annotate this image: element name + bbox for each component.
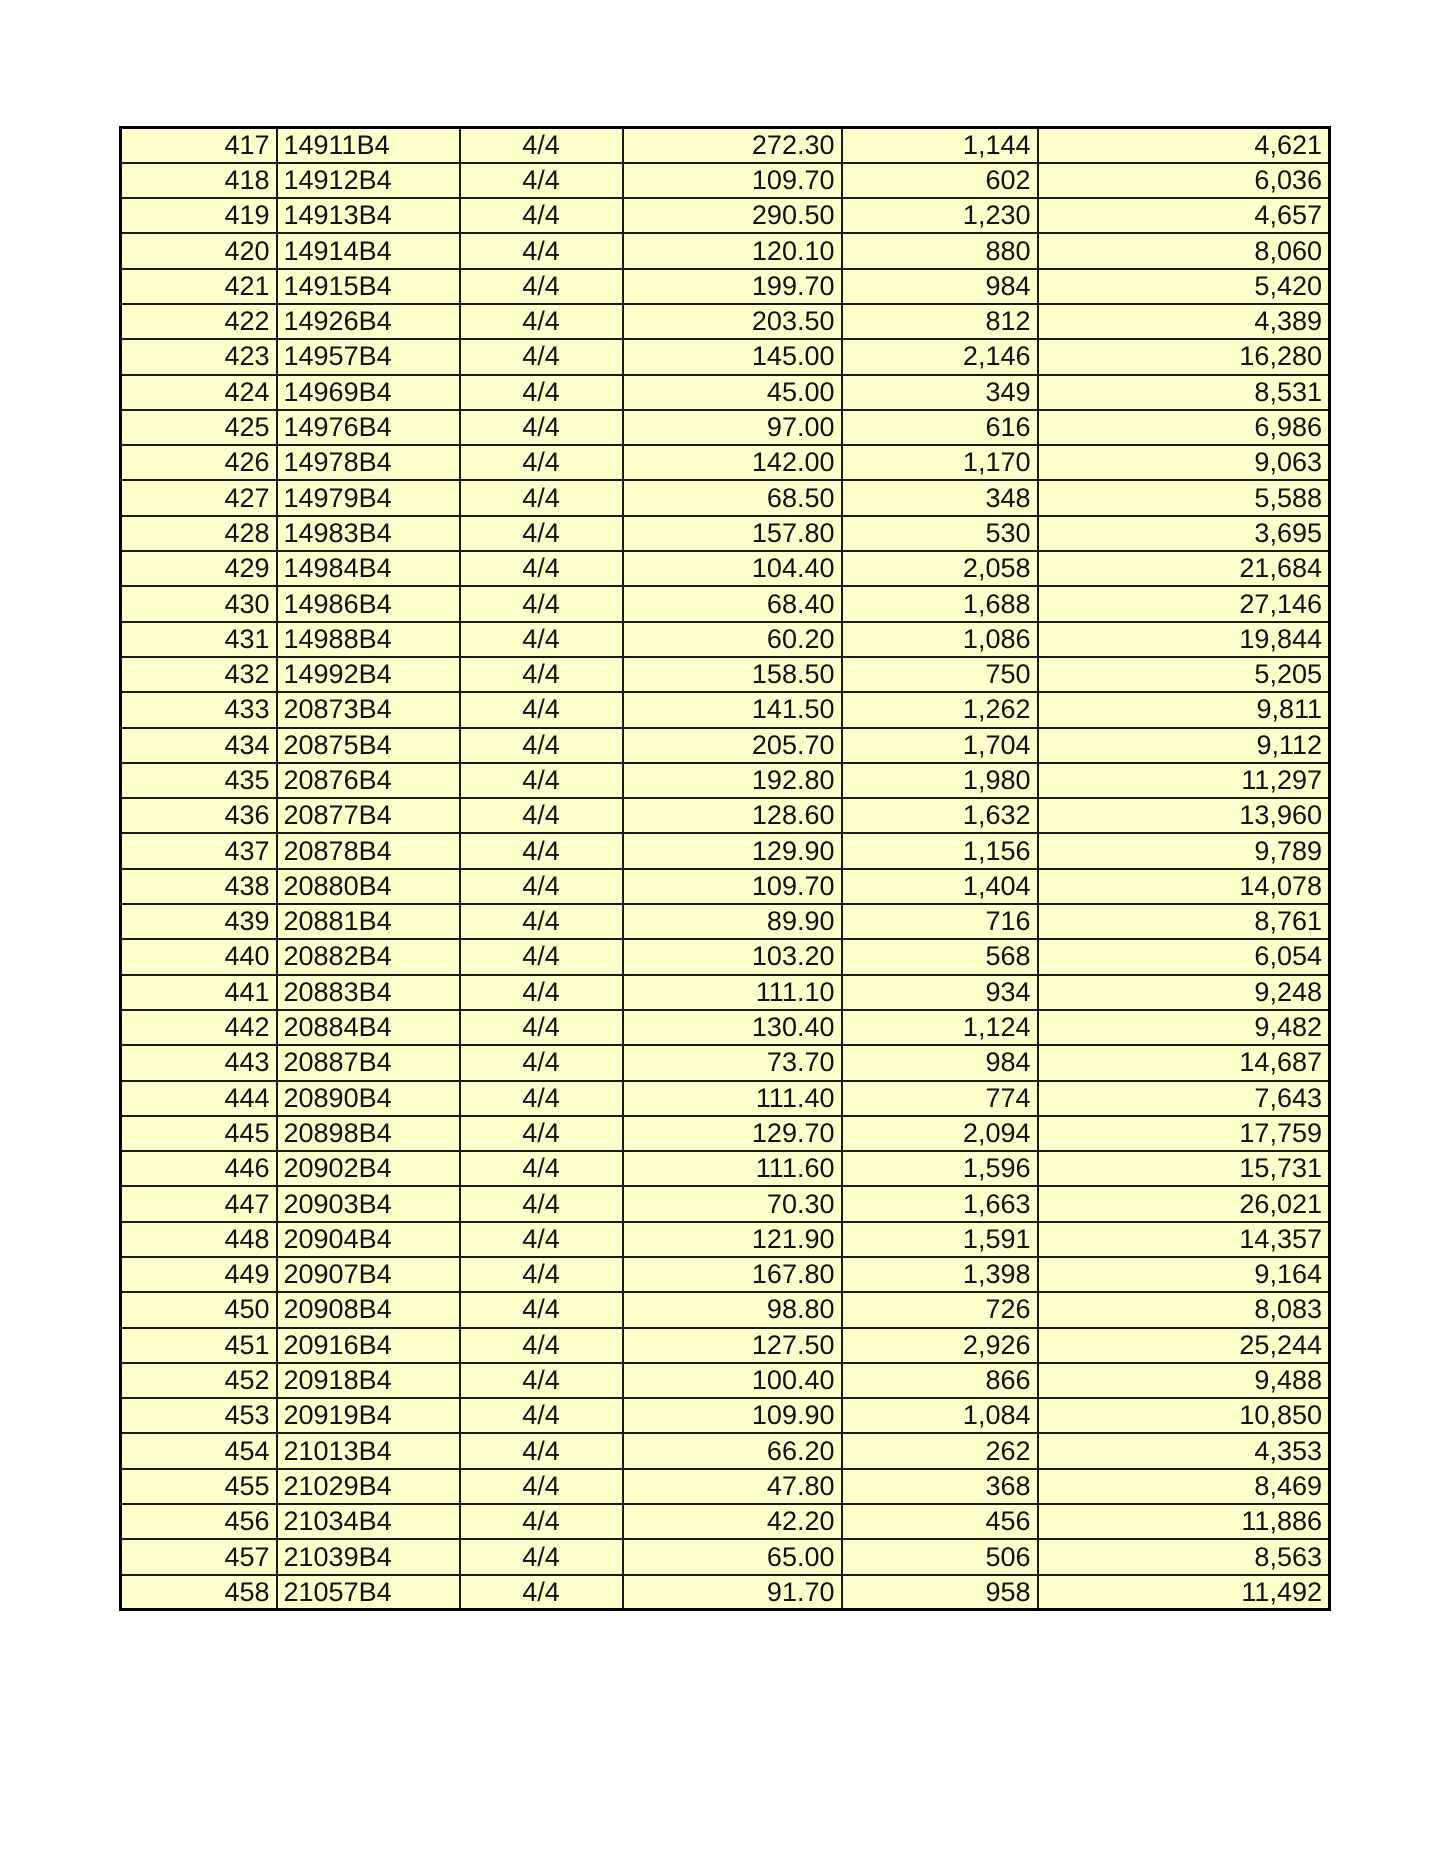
table-row [121, 410, 1330, 445]
fraction-cell: 4/4 [460, 1081, 623, 1116]
value-a-cell: 68.50 [623, 480, 842, 515]
value-b-cell: 1,404 [842, 869, 1038, 904]
value-c-cell: 4,657 [1038, 198, 1330, 233]
item-code-cell: 14992B4 [277, 657, 460, 692]
value-c-cell: 8,531 [1038, 375, 1330, 410]
fraction-cell: 4/4 [460, 1010, 623, 1045]
table-row [121, 1222, 1330, 1257]
fraction-cell: 4/4 [460, 833, 623, 868]
item-code-cell: 20878B4 [277, 833, 460, 868]
value-c-cell: 15,731 [1038, 1151, 1330, 1186]
fraction-cell: 4/4 [460, 304, 623, 339]
row-number-cell: 417 [121, 128, 277, 163]
row-number-cell: 436 [121, 798, 277, 833]
value-b-cell: 1,262 [842, 692, 1038, 727]
table-row [121, 375, 1330, 410]
fraction-cell: 4/4 [460, 128, 623, 163]
row-number-cell: 437 [121, 833, 277, 868]
fraction-cell: 4/4 [460, 269, 623, 304]
value-b-cell: 716 [842, 904, 1038, 939]
item-code-cell: 14957B4 [277, 339, 460, 374]
value-c-cell: 11,886 [1038, 1504, 1330, 1539]
value-b-cell: 1,144 [842, 128, 1038, 163]
table-row [121, 586, 1330, 621]
value-b-cell: 1,086 [842, 622, 1038, 657]
table-row [121, 128, 1330, 163]
row-number-cell: 418 [121, 163, 277, 198]
value-b-cell: 1,591 [842, 1222, 1038, 1257]
table-row [121, 798, 1330, 833]
fraction-cell: 4/4 [460, 1222, 623, 1257]
value-b-cell: 506 [842, 1539, 1038, 1574]
row-number-cell: 439 [121, 904, 277, 939]
value-a-cell: 89.90 [623, 904, 842, 939]
value-a-cell: 111.10 [623, 975, 842, 1010]
fraction-cell: 4/4 [460, 445, 623, 480]
value-b-cell: 1,156 [842, 833, 1038, 868]
row-number-cell: 450 [121, 1292, 277, 1327]
value-a-cell: 129.90 [623, 833, 842, 868]
value-b-cell: 984 [842, 269, 1038, 304]
table-row [121, 975, 1330, 1010]
table-row [121, 1010, 1330, 1045]
value-c-cell: 13,960 [1038, 798, 1330, 833]
row-number-cell: 435 [121, 763, 277, 798]
value-b-cell: 530 [842, 516, 1038, 551]
table-row [121, 869, 1330, 904]
value-a-cell: 157.80 [623, 516, 842, 551]
fraction-cell: 4/4 [460, 1257, 623, 1292]
value-c-cell: 9,112 [1038, 728, 1330, 763]
table-row [121, 198, 1330, 233]
row-number-cell: 455 [121, 1469, 277, 1504]
value-c-cell: 11,492 [1038, 1575, 1330, 1610]
row-number-cell: 447 [121, 1186, 277, 1221]
item-code-cell: 21039B4 [277, 1539, 460, 1574]
fraction-cell: 4/4 [460, 163, 623, 198]
value-a-cell: 167.80 [623, 1257, 842, 1292]
table-row [121, 1433, 1330, 1468]
row-number-cell: 457 [121, 1539, 277, 1574]
value-c-cell: 8,761 [1038, 904, 1330, 939]
value-b-cell: 1,124 [842, 1010, 1038, 1045]
item-code-cell: 21057B4 [277, 1575, 460, 1610]
value-a-cell: 109.70 [623, 163, 842, 198]
value-c-cell: 7,643 [1038, 1081, 1330, 1116]
data-table [119, 126, 1331, 1611]
value-b-cell: 2,058 [842, 551, 1038, 586]
row-number-cell: 443 [121, 1045, 277, 1080]
value-c-cell: 14,078 [1038, 869, 1330, 904]
row-number-cell: 430 [121, 586, 277, 621]
value-a-cell: 42.20 [623, 1504, 842, 1539]
value-c-cell: 5,588 [1038, 480, 1330, 515]
value-b-cell: 726 [842, 1292, 1038, 1327]
fraction-cell: 4/4 [460, 586, 623, 621]
value-a-cell: 192.80 [623, 763, 842, 798]
item-code-cell: 20875B4 [277, 728, 460, 763]
value-a-cell: 142.00 [623, 445, 842, 480]
row-number-cell: 419 [121, 198, 277, 233]
table-row [121, 728, 1330, 763]
value-b-cell: 262 [842, 1433, 1038, 1468]
table-row [121, 304, 1330, 339]
fraction-cell: 4/4 [460, 657, 623, 692]
table-row [121, 516, 1330, 551]
table-row [121, 1257, 1330, 1292]
fraction-cell: 4/4 [460, 622, 623, 657]
fraction-cell: 4/4 [460, 1328, 623, 1363]
value-c-cell: 21,684 [1038, 551, 1330, 586]
fraction-cell: 4/4 [460, 1116, 623, 1151]
value-c-cell: 6,036 [1038, 163, 1330, 198]
value-a-cell: 66.20 [623, 1433, 842, 1468]
fraction-cell: 4/4 [460, 198, 623, 233]
item-code-cell: 14986B4 [277, 586, 460, 621]
value-a-cell: 130.40 [623, 1010, 842, 1045]
value-a-cell: 100.40 [623, 1363, 842, 1398]
value-a-cell: 104.40 [623, 551, 842, 586]
item-code-cell: 14912B4 [277, 163, 460, 198]
value-a-cell: 109.70 [623, 869, 842, 904]
value-b-cell: 984 [842, 1045, 1038, 1080]
value-c-cell: 14,687 [1038, 1045, 1330, 1080]
item-code-cell: 14914B4 [277, 233, 460, 268]
fraction-cell: 4/4 [460, 763, 623, 798]
item-code-cell: 14915B4 [277, 269, 460, 304]
table-row [121, 904, 1330, 939]
value-a-cell: 127.50 [623, 1328, 842, 1363]
value-c-cell: 3,695 [1038, 516, 1330, 551]
item-code-cell: 20898B4 [277, 1116, 460, 1151]
item-code-cell: 20890B4 [277, 1081, 460, 1116]
table-row [121, 1045, 1330, 1080]
fraction-cell: 4/4 [460, 1186, 623, 1221]
value-b-cell: 1,980 [842, 763, 1038, 798]
value-b-cell: 1,398 [842, 1257, 1038, 1292]
table-row [121, 1081, 1330, 1116]
value-b-cell: 1,230 [842, 198, 1038, 233]
value-c-cell: 5,420 [1038, 269, 1330, 304]
value-c-cell: 16,280 [1038, 339, 1330, 374]
table-row [121, 233, 1330, 268]
value-a-cell: 203.50 [623, 304, 842, 339]
fraction-cell: 4/4 [460, 233, 623, 268]
value-c-cell: 8,060 [1038, 233, 1330, 268]
item-code-cell: 14978B4 [277, 445, 460, 480]
table-row [121, 1186, 1330, 1221]
value-a-cell: 60.20 [623, 622, 842, 657]
row-number-cell: 454 [121, 1433, 277, 1468]
item-code-cell: 21029B4 [277, 1469, 460, 1504]
value-b-cell: 1,632 [842, 798, 1038, 833]
fraction-cell: 4/4 [460, 728, 623, 763]
item-code-cell: 14926B4 [277, 304, 460, 339]
row-number-cell: 432 [121, 657, 277, 692]
value-c-cell: 9,811 [1038, 692, 1330, 727]
value-a-cell: 120.10 [623, 233, 842, 268]
row-number-cell: 456 [121, 1504, 277, 1539]
item-code-cell: 14984B4 [277, 551, 460, 586]
fraction-cell: 4/4 [460, 410, 623, 445]
item-code-cell: 20882B4 [277, 939, 460, 974]
value-b-cell: 1,084 [842, 1398, 1038, 1433]
row-number-cell: 445 [121, 1116, 277, 1151]
row-number-cell: 440 [121, 939, 277, 974]
value-b-cell: 750 [842, 657, 1038, 692]
item-code-cell: 20876B4 [277, 763, 460, 798]
row-number-cell: 453 [121, 1398, 277, 1433]
row-number-cell: 420 [121, 233, 277, 268]
value-c-cell: 9,248 [1038, 975, 1330, 1010]
row-number-cell: 421 [121, 269, 277, 304]
value-c-cell: 5,205 [1038, 657, 1330, 692]
value-a-cell: 103.20 [623, 939, 842, 974]
row-number-cell: 452 [121, 1363, 277, 1398]
item-code-cell: 14979B4 [277, 480, 460, 515]
value-b-cell: 2,926 [842, 1328, 1038, 1363]
item-code-cell: 20918B4 [277, 1363, 460, 1398]
item-code-cell: 20907B4 [277, 1257, 460, 1292]
value-c-cell: 4,621 [1038, 128, 1330, 163]
value-c-cell: 9,063 [1038, 445, 1330, 480]
value-a-cell: 73.70 [623, 1045, 842, 1080]
table-body [121, 128, 1330, 1610]
table-row [121, 1116, 1330, 1151]
fraction-cell: 4/4 [460, 692, 623, 727]
row-number-cell: 428 [121, 516, 277, 551]
value-b-cell: 1,596 [842, 1151, 1038, 1186]
fraction-cell: 4/4 [460, 551, 623, 586]
row-number-cell: 424 [121, 375, 277, 410]
value-b-cell: 774 [842, 1081, 1038, 1116]
value-a-cell: 70.30 [623, 1186, 842, 1221]
fraction-cell: 4/4 [460, 1575, 623, 1610]
value-b-cell: 348 [842, 480, 1038, 515]
value-c-cell: 26,021 [1038, 1186, 1330, 1221]
value-c-cell: 4,389 [1038, 304, 1330, 339]
row-number-cell: 423 [121, 339, 277, 374]
value-a-cell: 109.90 [623, 1398, 842, 1433]
fraction-cell: 4/4 [460, 1398, 623, 1433]
table-row [121, 622, 1330, 657]
value-a-cell: 111.60 [623, 1151, 842, 1186]
value-c-cell: 6,986 [1038, 410, 1330, 445]
item-code-cell: 14988B4 [277, 622, 460, 657]
item-code-cell: 20884B4 [277, 1010, 460, 1045]
item-code-cell: 20916B4 [277, 1328, 460, 1363]
row-number-cell: 434 [121, 728, 277, 763]
value-a-cell: 199.70 [623, 269, 842, 304]
value-a-cell: 65.00 [623, 1539, 842, 1574]
table-row [121, 1539, 1330, 1574]
table-row [121, 763, 1330, 798]
value-c-cell: 8,469 [1038, 1469, 1330, 1504]
fraction-cell: 4/4 [460, 1292, 623, 1327]
fraction-cell: 4/4 [460, 798, 623, 833]
value-c-cell: 10,850 [1038, 1398, 1330, 1433]
value-b-cell: 934 [842, 975, 1038, 1010]
table-row [121, 1292, 1330, 1327]
table-row [121, 445, 1330, 480]
value-b-cell: 866 [842, 1363, 1038, 1398]
row-number-cell: 442 [121, 1010, 277, 1045]
table-row [121, 1469, 1330, 1504]
value-b-cell: 368 [842, 1469, 1038, 1504]
table-row [121, 339, 1330, 374]
item-code-cell: 20883B4 [277, 975, 460, 1010]
value-b-cell: 1,688 [842, 586, 1038, 621]
fraction-cell: 4/4 [460, 480, 623, 515]
value-c-cell: 19,844 [1038, 622, 1330, 657]
value-c-cell: 25,244 [1038, 1328, 1330, 1363]
value-b-cell: 616 [842, 410, 1038, 445]
fraction-cell: 4/4 [460, 516, 623, 551]
value-c-cell: 9,789 [1038, 833, 1330, 868]
table-row [121, 1363, 1330, 1398]
row-number-cell: 429 [121, 551, 277, 586]
value-c-cell: 6,054 [1038, 939, 1330, 974]
value-a-cell: 158.50 [623, 657, 842, 692]
fraction-cell: 4/4 [460, 1469, 623, 1504]
value-a-cell: 121.90 [623, 1222, 842, 1257]
fraction-cell: 4/4 [460, 1363, 623, 1398]
value-a-cell: 272.30 [623, 128, 842, 163]
value-a-cell: 290.50 [623, 198, 842, 233]
row-number-cell: 449 [121, 1257, 277, 1292]
row-number-cell: 431 [121, 622, 277, 657]
table-row [121, 551, 1330, 586]
value-c-cell: 4,353 [1038, 1433, 1330, 1468]
value-a-cell: 47.80 [623, 1469, 842, 1504]
table-row [121, 1504, 1330, 1539]
value-c-cell: 11,297 [1038, 763, 1330, 798]
value-b-cell: 2,094 [842, 1116, 1038, 1151]
table-row [121, 1398, 1330, 1433]
value-a-cell: 98.80 [623, 1292, 842, 1327]
row-number-cell: 458 [121, 1575, 277, 1610]
table-row [121, 833, 1330, 868]
value-a-cell: 68.40 [623, 586, 842, 621]
row-number-cell: 441 [121, 975, 277, 1010]
item-code-cell: 20908B4 [277, 1292, 460, 1327]
value-b-cell: 2,146 [842, 339, 1038, 374]
row-number-cell: 425 [121, 410, 277, 445]
value-a-cell: 45.00 [623, 375, 842, 410]
table-row [121, 657, 1330, 692]
item-code-cell: 20887B4 [277, 1045, 460, 1080]
item-code-cell: 14976B4 [277, 410, 460, 445]
value-a-cell: 129.70 [623, 1116, 842, 1151]
item-code-cell: 20904B4 [277, 1222, 460, 1257]
value-a-cell: 128.60 [623, 798, 842, 833]
row-number-cell: 446 [121, 1151, 277, 1186]
value-a-cell: 145.00 [623, 339, 842, 374]
row-number-cell: 433 [121, 692, 277, 727]
row-number-cell: 444 [121, 1081, 277, 1116]
table-row [121, 480, 1330, 515]
value-b-cell: 958 [842, 1575, 1038, 1610]
table-row [121, 939, 1330, 974]
row-number-cell: 427 [121, 480, 277, 515]
fraction-cell: 4/4 [460, 1539, 623, 1574]
value-a-cell: 141.50 [623, 692, 842, 727]
item-code-cell: 14913B4 [277, 198, 460, 233]
table-row [121, 692, 1330, 727]
item-code-cell: 14983B4 [277, 516, 460, 551]
fraction-cell: 4/4 [460, 939, 623, 974]
table-row [121, 163, 1330, 198]
item-code-cell: 20919B4 [277, 1398, 460, 1433]
item-code-cell: 20873B4 [277, 692, 460, 727]
fraction-cell: 4/4 [460, 869, 623, 904]
item-code-cell: 20902B4 [277, 1151, 460, 1186]
value-c-cell: 9,482 [1038, 1010, 1330, 1045]
value-c-cell: 14,357 [1038, 1222, 1330, 1257]
value-c-cell: 8,563 [1038, 1539, 1330, 1574]
value-a-cell: 111.40 [623, 1081, 842, 1116]
table-row [121, 269, 1330, 304]
item-code-cell: 14969B4 [277, 375, 460, 410]
item-code-cell: 20881B4 [277, 904, 460, 939]
table-row [121, 1151, 1330, 1186]
value-b-cell: 568 [842, 939, 1038, 974]
row-number-cell: 438 [121, 869, 277, 904]
row-number-cell: 426 [121, 445, 277, 480]
value-a-cell: 205.70 [623, 728, 842, 763]
value-b-cell: 1,663 [842, 1186, 1038, 1221]
value-a-cell: 97.00 [623, 410, 842, 445]
fraction-cell: 4/4 [460, 375, 623, 410]
value-b-cell: 1,170 [842, 445, 1038, 480]
fraction-cell: 4/4 [460, 1504, 623, 1539]
value-b-cell: 602 [842, 163, 1038, 198]
value-b-cell: 1,704 [842, 728, 1038, 763]
fraction-cell: 4/4 [460, 1433, 623, 1468]
table-row [121, 1328, 1330, 1363]
value-c-cell: 27,146 [1038, 586, 1330, 621]
item-code-cell: 20877B4 [277, 798, 460, 833]
value-c-cell: 9,488 [1038, 1363, 1330, 1398]
fraction-cell: 4/4 [460, 904, 623, 939]
item-code-cell: 21034B4 [277, 1504, 460, 1539]
value-b-cell: 812 [842, 304, 1038, 339]
table-row [121, 1575, 1330, 1610]
row-number-cell: 422 [121, 304, 277, 339]
value-c-cell: 17,759 [1038, 1116, 1330, 1151]
value-c-cell: 9,164 [1038, 1257, 1330, 1292]
value-c-cell: 8,083 [1038, 1292, 1330, 1327]
fraction-cell: 4/4 [460, 975, 623, 1010]
value-b-cell: 880 [842, 233, 1038, 268]
item-code-cell: 20903B4 [277, 1186, 460, 1221]
item-code-cell: 20880B4 [277, 869, 460, 904]
row-number-cell: 448 [121, 1222, 277, 1257]
value-b-cell: 349 [842, 375, 1038, 410]
fraction-cell: 4/4 [460, 1151, 623, 1186]
fraction-cell: 4/4 [460, 339, 623, 374]
fraction-cell: 4/4 [460, 1045, 623, 1080]
item-code-cell: 14911B4 [277, 128, 460, 163]
item-code-cell: 21013B4 [277, 1433, 460, 1468]
value-b-cell: 456 [842, 1504, 1038, 1539]
row-number-cell: 451 [121, 1328, 277, 1363]
value-a-cell: 91.70 [623, 1575, 842, 1610]
